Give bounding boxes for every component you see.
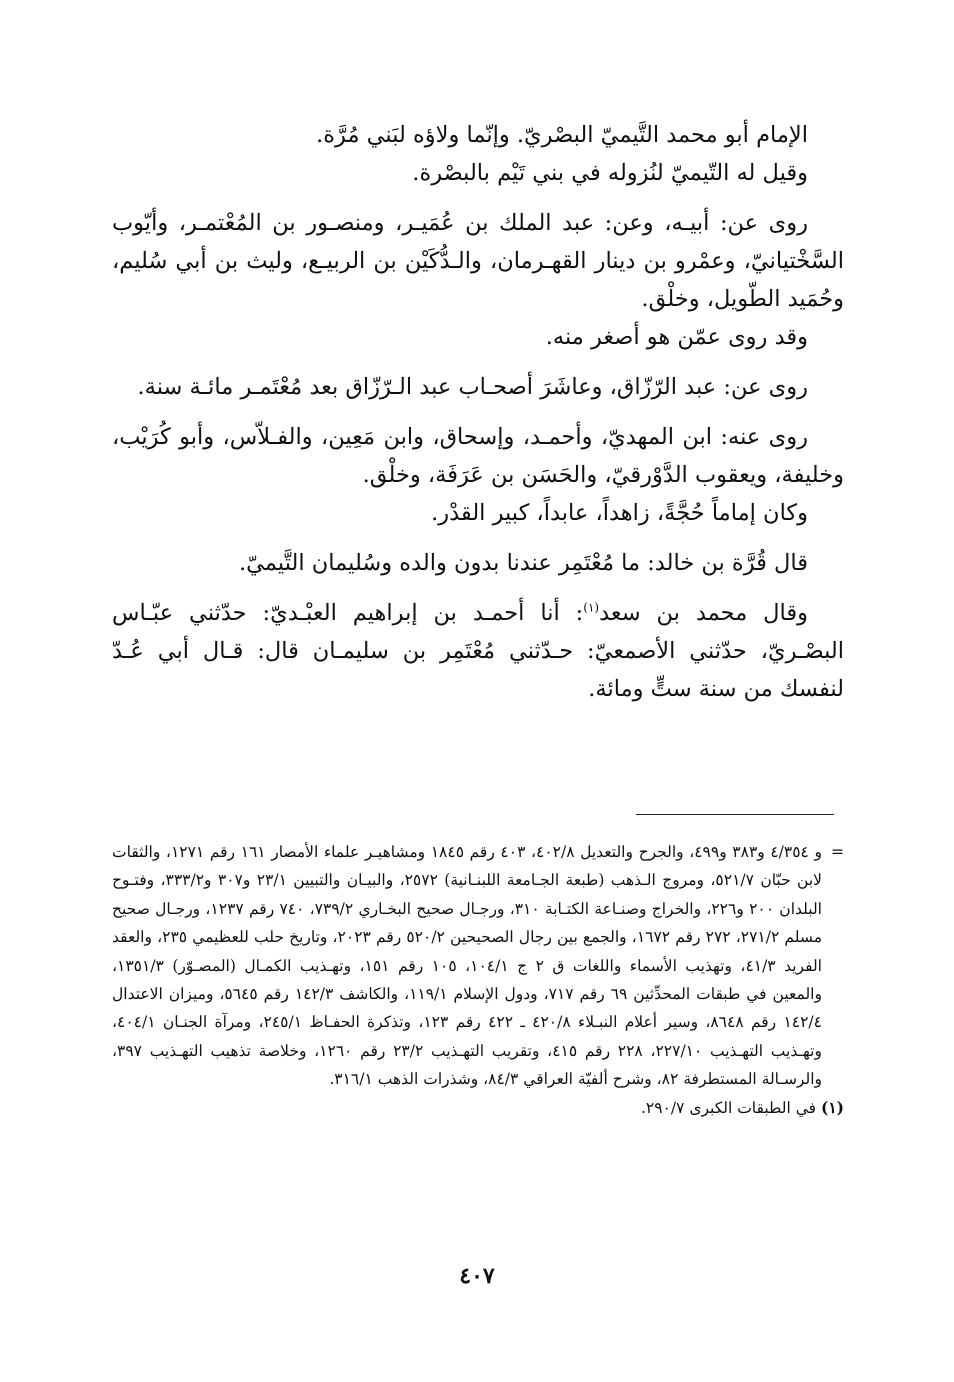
footnote-1-text: في الطبقات الكبرى ٢٩٠/٧. xyxy=(640,1098,817,1117)
footnote-1-number: (١) xyxy=(820,1097,844,1117)
paragraph-intro-line-1: الإمام أبو محمد التَّيميّ البصْريّ. وإنّما ولاؤه لبَني مُرَّة. xyxy=(316,122,808,148)
paragraph-narrated-younger: وقد روى عمّن هو أصغر منه. xyxy=(545,324,808,350)
footnote-reference[interactable]: (١) xyxy=(583,600,600,615)
ibn-saad-text: : أنا أحمـد بن إبراهيم العبْـديّ: حدّثني عبّـاس البصْـريّ، حدّثني الأصمعيّ: حـدّثني مُعْتَمِر بن سليمـان قال: قـال أبي عُـدّ لنفسك من سنة ستٍّ ومائة. xyxy=(112,600,844,702)
paragraph-narrated-from: روى عن: أبيـه، وعن: عبد الملك بن عُمَيـر، ومنصـور بن المُعْتمـر، وأيّوب السَّخْتيانيّ، وعمْرو بن دينار القهـرمان، والـدُّكَيْن بن الربيـع، وليث بن أبي سُليم، وحُمَيد الطّويل، وخلْق. xyxy=(112,210,844,312)
continuation-mark: = xyxy=(831,843,844,861)
paragraph-narrated-by: روى عنه: ابن المهديّ، وأحمـد، وإسحاق، وابن مَعِين، والفـلاّس، وأبو كُرَيْب، وخليفة، ويعقوب الدَّوْرقيّ، والحَسَن بن عَرَفَة، وخلْق. xyxy=(112,424,844,488)
footnote-1 xyxy=(112,1094,844,1122)
page-number: ٤٠٧ xyxy=(459,1263,495,1289)
paragraph-ibn-saad xyxy=(112,594,844,708)
paragraph-intro-line-2: وقيل له التّيميّ لنُزوله في بني تَيْم بالبصْرة. xyxy=(412,160,808,186)
footnote-continuation xyxy=(112,838,844,1094)
footnotes xyxy=(112,838,844,1122)
ibn-saad-lead: وقال محمد بن سعد xyxy=(599,600,808,626)
paragraph-character: وكان إماماً حُجَّةً، زاهداً، عابداً، كبير القدْر. xyxy=(431,500,808,526)
footnote-separator xyxy=(636,814,834,815)
main-text xyxy=(112,116,844,708)
paragraph-narrated-from-abdurrazzaq: روى عن: عبد الرّزّاق، وعاشَرَ أصحـاب عبد الـرّزّاق بعد مُعْتَمـر مائـة سنة. xyxy=(137,374,808,400)
footnote-continuation-text: و ٤/٣٥٤ و٣٨٣ و٤٩٩، والجرح والتعديل ٤٠٢/٨، ٤٠٣ رقم ١٨٤٥ ومشاهيـر علماء الأمصار ١٦١ رقم ١٢٧١، والثقات لابن حبّان ٥٢١/٧، ومروج الـذهب (طبعة الجـامعة اللبنـانية) ٢٥٧٢، والبيـان والتبيين ٢٣/١ و٣٠٧ و٣٣٣/٢، وفتـوح البلدان ٢٠٠ و٢٢٦، والخراج وصنـاعة الكتـابة ٣١٠، ورجـال صحيح البخـاري ٧٣٩/٢، ٧٤٠ رقم ١٢٣٧، ورجـال صحيح مسلم ٢٧١/٢، ٢٧٢ رقم ١٦٧٢، والجمع بين رجال الصحيحين ٥٢٠/٢ رقم ٢٠٢٣، وتاريخ حلب للعظيمي ٢٣٥، والعقد الفريد ٤١/٣، وتهذيب الأسماء واللغات ق ٢ ج ١٠٤/١، ١٠٥ رقم ١٥١، وتهـذيب الكمـال (المصـوّر) ١٣٥١/٣، والمعين في طبقات المحدِّثين ٦٩ رقم ٧١٧، ودول الإسلام ١١٩/١، والكاشف ١٤٢/٣ رقم ٥٦٤٥، وميزان الاعتدال ١٤٢/٤ رقم ٨٦٤٨، وسير أعلام النبـلاء ٤٢٠/٨ ـ ٤٢٢ رقم ١٢٣، وتذكرة الحفـاظ ٢٤٥/١، ومرآة الجنـان ٤٠٤/١، وتهـذيب التهـذيب ٢٢٧/١٠، ٢٢٨ رقم ٤١٥، وتقريب التهـذيب ٢٣/٢ رقم ١٢٦٠، وخلاصة تذهيب التهـذيب ٣٩٧، والرسـالة المستطرفة ٨٢، وشرح ألفيّة العراقي ٨٤/٣، وشذرات الذهب ٣١٦/١. xyxy=(112,843,823,1089)
paragraph-qurra-quote: قال قُرَّة بن خالد: ما مُعْتَمِر عندنا بدون والده وسُليمان التَّيميّ. xyxy=(239,550,808,576)
